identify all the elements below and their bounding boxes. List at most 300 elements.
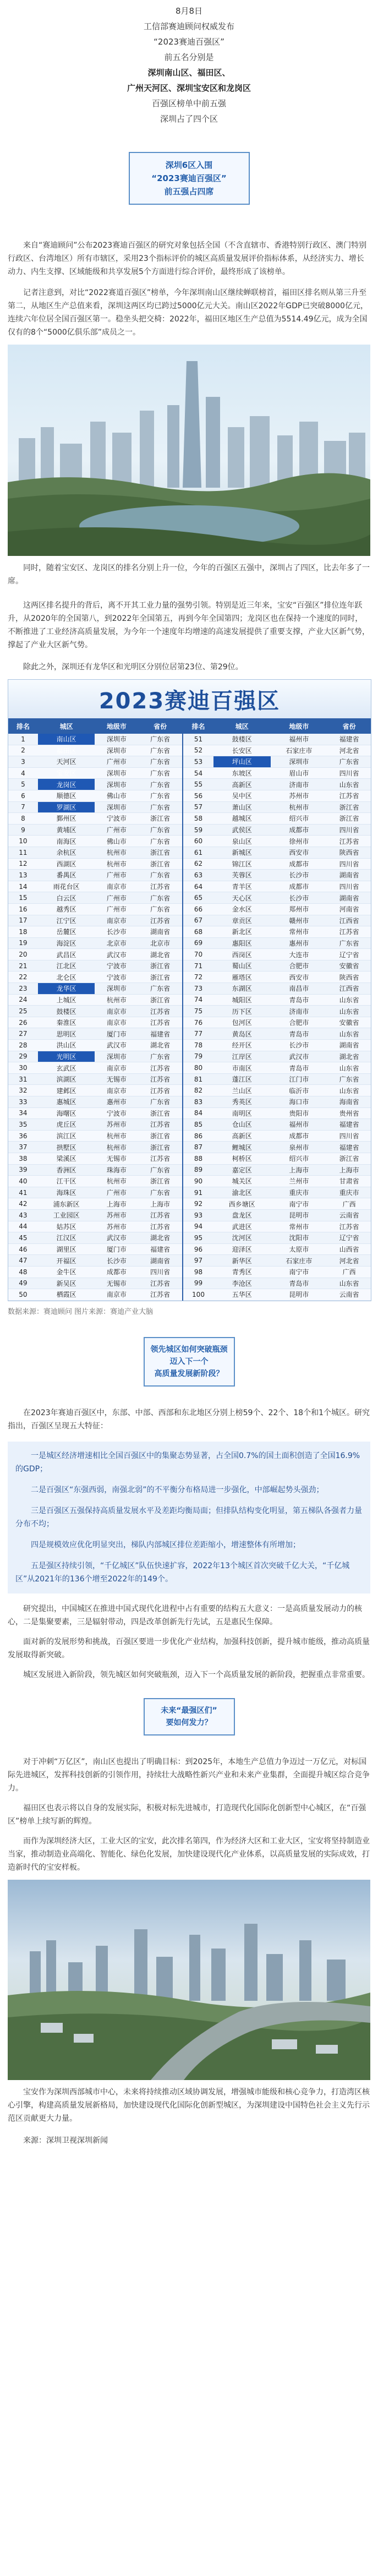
table-cell: 仓山区 bbox=[213, 1119, 271, 1131]
table-cell: 广东省 bbox=[138, 1051, 183, 1062]
table-cell: 惠城区 bbox=[38, 1096, 95, 1108]
table-cell: 广东省 bbox=[138, 779, 183, 790]
table-cell: 山东省 bbox=[327, 1006, 371, 1017]
article-paragraph: 城区发展进入新阶段，领先城区如何突破瓶颈，迈入下一个高质量发展的新阶段，把握重点非常重要。 bbox=[23, 1670, 370, 1679]
table-row bbox=[8, 1142, 371, 1153]
table-cell: 青岛市 bbox=[271, 1028, 328, 1040]
table-cell: 河北省 bbox=[327, 1255, 371, 1267]
table-cell: 广东省 bbox=[138, 767, 183, 779]
table-cell: 30 bbox=[8, 1062, 38, 1074]
article-paragraph: 来自“赛迪顾问”公布2023赛迪百强区的研究对象包括全国（不含直辖市、香港特别行政区、澳门特别行政区、台湾地区）所有市辖区，采用23个指标评价的城区高质量发展评价指标体系，从经济实力、增长动力、内生支撑、区域能级和共享发展5个方面进行综合评价，最终形成了该榜单。 bbox=[8, 241, 367, 276]
table-cell: 湖南省 bbox=[327, 1040, 371, 1051]
table-row bbox=[8, 1119, 371, 1131]
table-row bbox=[8, 801, 371, 813]
table-cell: 鲤城区 bbox=[213, 1142, 271, 1153]
table-cell: 2 bbox=[8, 745, 38, 756]
table-cell: 13 bbox=[8, 870, 38, 881]
table-cell: 徐州市 bbox=[271, 836, 328, 847]
table-cell: 昆明市 bbox=[271, 1289, 328, 1301]
table-cell: 合肥市 bbox=[271, 1017, 328, 1028]
table-cell: 长沙市 bbox=[95, 926, 138, 938]
table-cell: 成都市 bbox=[271, 858, 328, 870]
table-cell: 蓬江区 bbox=[213, 1073, 271, 1085]
table-cell: 栖霞区 bbox=[38, 1289, 95, 1301]
table-cell: 福建省 bbox=[327, 1119, 371, 1131]
table-cell: 江岸区 bbox=[213, 1051, 271, 1062]
table-cell: 青岛市 bbox=[271, 1062, 328, 1074]
table-cell: 建邺区 bbox=[38, 1085, 95, 1096]
table-cell: 常州市 bbox=[271, 926, 328, 938]
table-cell: 昆明市 bbox=[271, 1209, 328, 1221]
feature-item: 五是强区持续引领，“千亿城区”队伍快速扩容，2022年13个城区首次突破千亿大关，“千亿城区”从2021年的136个增至2022年的149个。 bbox=[15, 1561, 350, 1584]
table-cell: 80 bbox=[183, 1062, 213, 1074]
table-cell: 湖北省 bbox=[138, 1232, 183, 1244]
table-cell: 西安市 bbox=[271, 847, 328, 858]
table-cell: 武进区 bbox=[213, 1221, 271, 1232]
table-cell: 南京市 bbox=[95, 1017, 138, 1028]
table-cell: 浙江省 bbox=[327, 1153, 371, 1164]
table-cell: 工业园区 bbox=[38, 1209, 95, 1221]
table-cell: 宁波市 bbox=[95, 960, 138, 972]
table-cell: 天心区 bbox=[213, 892, 271, 904]
table-row bbox=[8, 756, 371, 768]
features-box bbox=[8, 1442, 370, 1593]
table-cell: 沈河区 bbox=[213, 1232, 271, 1244]
table-cell: 福州市 bbox=[271, 1119, 328, 1131]
table-cell: 南京市 bbox=[95, 1062, 138, 1074]
intro-line: 广州天河区、深圳宝安区和龙岗区 bbox=[127, 83, 251, 93]
table-cell: 37 bbox=[8, 1142, 38, 1153]
table-cell: 渝北区 bbox=[213, 1187, 271, 1198]
table-cell: 苏州市 bbox=[95, 1209, 138, 1221]
table-cell: 无锡市 bbox=[95, 1278, 138, 1289]
table-cell: 盘龙区 bbox=[213, 1209, 271, 1221]
table-cell: 沈阳市 bbox=[271, 1232, 328, 1244]
table-row bbox=[8, 915, 371, 926]
table-cell: 福建省 bbox=[327, 1142, 371, 1153]
table-cell: 江苏省 bbox=[138, 1289, 183, 1301]
table-row bbox=[8, 892, 371, 904]
table-cell: 46 bbox=[8, 1243, 38, 1255]
table-cell: 海口市 bbox=[271, 1096, 328, 1108]
table-cell: 40 bbox=[8, 1176, 38, 1187]
table-cell: 越秀区 bbox=[38, 903, 95, 915]
intro-line: 前五名分别是 bbox=[164, 52, 214, 62]
table-cell: 上海市 bbox=[271, 1164, 328, 1176]
table-cell: 柯桥区 bbox=[213, 1153, 271, 1164]
table-cell: 杭州市 bbox=[95, 1142, 138, 1153]
table-cell: 锦江区 bbox=[213, 858, 271, 870]
table-cell: 20 bbox=[8, 949, 38, 960]
article-paragraph: 面对新的发展形势和挑战，百强区要进一步优化产业结构，加强科技创新，提升城市能级，推动高质量发展取得新突破。 bbox=[8, 1637, 370, 1660]
table-cell: 32 bbox=[8, 1085, 38, 1096]
table-cell: 新华区 bbox=[213, 1255, 271, 1267]
table-cell: 海南省 bbox=[327, 1096, 371, 1108]
article-paragraph: 除此之外，深圳还有龙华区和光明区分别位居第23位、第29位。 bbox=[23, 663, 243, 672]
table-cell: 福建省 bbox=[327, 734, 371, 745]
table-cell: 临沂市 bbox=[271, 1085, 328, 1096]
table-cell: 江苏省 bbox=[138, 915, 183, 926]
table-row bbox=[8, 790, 371, 801]
table-cell: 北仑区 bbox=[38, 972, 95, 983]
table-cell: 光明区 bbox=[38, 1051, 95, 1062]
table-cell: 浙江省 bbox=[138, 960, 183, 972]
table-cell: 宁波市 bbox=[95, 972, 138, 983]
table-cell: 湖南省 bbox=[138, 1255, 183, 1267]
table-cell: 新城区 bbox=[213, 847, 271, 858]
table-cell: 广东省 bbox=[138, 734, 183, 745]
table-row bbox=[8, 972, 371, 983]
table-cell: 浙江省 bbox=[138, 847, 183, 858]
table-row bbox=[8, 779, 371, 790]
table-row bbox=[8, 1243, 371, 1255]
table-cell: 江苏省 bbox=[327, 926, 371, 938]
table-cell: 李沧区 bbox=[213, 1278, 271, 1289]
table-cell: 34 bbox=[8, 1107, 38, 1119]
table-cell: 广东省 bbox=[138, 892, 183, 904]
table-cell: 黄埔区 bbox=[38, 824, 95, 836]
table-row bbox=[8, 949, 371, 960]
table-cell: 四川省 bbox=[327, 858, 371, 870]
table-cell: 92 bbox=[183, 1198, 213, 1210]
table-cell: 江门市 bbox=[271, 1073, 328, 1085]
article-paragraph: 而作为深圳经济大区，工业大区的宝安，此次排名第四，作为经济大区和工业大区，宝安将坚持制造业当家，推动制造业高端化、智能化、绿色化发展，加快建设现代化产业体系，以高质量发展的实际成效，打造新时代的宝安样板。 bbox=[8, 1836, 370, 1872]
table-row bbox=[8, 836, 371, 847]
table-cell: 江苏省 bbox=[327, 836, 371, 847]
banner-line: 迈入下一个 bbox=[169, 1357, 209, 1366]
table-cell: 89 bbox=[183, 1164, 213, 1176]
table-cell: 广东省 bbox=[138, 836, 183, 847]
table-cell: 福田区 bbox=[38, 745, 95, 756]
table-cell: 75 bbox=[183, 1006, 213, 1017]
table-cell: 广东省 bbox=[138, 870, 183, 881]
table-cell: 70 bbox=[183, 949, 213, 960]
publish-date: 8月8日 bbox=[175, 6, 203, 16]
table-cell: 深圳市 bbox=[95, 779, 138, 790]
table-cell: 福建省 bbox=[138, 1243, 183, 1255]
table-row bbox=[8, 960, 371, 972]
table-cell: 15 bbox=[8, 892, 38, 904]
table-cell: 南京市 bbox=[95, 1006, 138, 1017]
table-row bbox=[8, 1107, 371, 1119]
table-cell: 90 bbox=[183, 1176, 213, 1187]
intro-line: 工信部赛迪顾问权威发布 bbox=[143, 21, 234, 31]
table-cell: 高新区 bbox=[213, 1130, 271, 1142]
table-cell: 江苏省 bbox=[327, 1221, 371, 1232]
table-cell: 云南省 bbox=[327, 1209, 371, 1221]
table-cell: 25 bbox=[8, 1006, 38, 1017]
column-header: 地级市 bbox=[95, 718, 138, 734]
feature-item: 四是规模效应优化明显突出，梯队内部城区排位差距缩小，增速整体有所增加； bbox=[31, 1540, 300, 1549]
table-cell: 64 bbox=[183, 881, 213, 892]
table-cell: 山东省 bbox=[327, 994, 371, 1006]
table-cell: 辽宁省 bbox=[327, 1232, 371, 1244]
table-cell: 48 bbox=[8, 1266, 38, 1278]
ranking-table-body bbox=[8, 734, 371, 1300]
table-cell: 广州市 bbox=[95, 903, 138, 915]
table-cell: 上海市 bbox=[95, 1198, 138, 1210]
table-cell: 76 bbox=[183, 1017, 213, 1028]
table-cell: 江苏省 bbox=[138, 1017, 183, 1028]
table-cell: 太原市 bbox=[271, 1243, 328, 1255]
baoan-aerial-photo bbox=[8, 1880, 370, 2080]
table-cell: 苏州市 bbox=[95, 1119, 138, 1131]
table-cell: 宁波市 bbox=[95, 813, 138, 825]
table-cell: 济南市 bbox=[271, 1006, 328, 1017]
table-cell: 山东省 bbox=[327, 1028, 371, 1040]
table-cell: 广东省 bbox=[327, 937, 371, 949]
table-cell: 江苏省 bbox=[138, 1073, 183, 1085]
table-row bbox=[8, 1187, 371, 1198]
table-cell: 番禺区 bbox=[38, 870, 95, 881]
feature-item: 二是百强区“东强西弱，南强北弱”的不平衡分布格局进一步强化，中部崛起势头强劲； bbox=[31, 1485, 324, 1494]
table-row bbox=[8, 903, 371, 915]
table-title: 2023赛迪百强区 bbox=[8, 680, 371, 718]
table-cell: 江苏省 bbox=[138, 1006, 183, 1017]
table-cell: 1 bbox=[8, 734, 38, 745]
table-cell: 65 bbox=[183, 892, 213, 904]
table-cell: 山西省 bbox=[327, 1243, 371, 1255]
table-cell: 江苏省 bbox=[138, 1062, 183, 1074]
table-row bbox=[8, 1209, 371, 1221]
table-cell: 江苏省 bbox=[138, 1153, 183, 1164]
table-cell: 厦门市 bbox=[95, 1028, 138, 1040]
table-cell: 成都市 bbox=[271, 1130, 328, 1142]
table-row bbox=[8, 1073, 371, 1085]
table-row bbox=[8, 1232, 371, 1244]
table-cell: 湖里区 bbox=[38, 1243, 95, 1255]
table-cell: 50 bbox=[8, 1289, 38, 1301]
table-cell: 大连市 bbox=[271, 949, 328, 960]
table-cell: 南明区 bbox=[213, 1107, 271, 1119]
table-cell: 44 bbox=[8, 1221, 38, 1232]
column-header: 排名 bbox=[8, 718, 38, 734]
table-cell: 陕西省 bbox=[327, 847, 371, 858]
intro-line: 深圳南山区、福田区、 bbox=[147, 68, 231, 78]
table-row bbox=[8, 745, 371, 756]
table-cell: 51 bbox=[183, 734, 213, 745]
table-cell: 杭州市 bbox=[95, 994, 138, 1006]
table-cell: 惠州市 bbox=[95, 1096, 138, 1108]
table-cell: 苏州市 bbox=[271, 790, 328, 801]
table-cell: 青秀区 bbox=[213, 1266, 271, 1278]
banner-line: 前五强占四席 bbox=[164, 187, 214, 197]
table-cell: 甘肃省 bbox=[327, 1176, 371, 1187]
table-row bbox=[8, 1006, 371, 1017]
table-cell: 55 bbox=[183, 779, 213, 790]
table-cell: 上城区 bbox=[38, 994, 95, 1006]
table-cell: 武侯区 bbox=[213, 824, 271, 836]
table-cell: 87 bbox=[183, 1142, 213, 1153]
table-cell: 60 bbox=[183, 836, 213, 847]
table-cell: 广州市 bbox=[95, 892, 138, 904]
table-cell: 佛山市 bbox=[95, 836, 138, 847]
table-cell: 广州市 bbox=[95, 824, 138, 836]
intro-line: 百强区榜单中前五强 bbox=[151, 99, 226, 108]
banner-line: 领先城区如何突破瓶颈 bbox=[150, 1345, 228, 1354]
table-cell: 城关区 bbox=[213, 1176, 271, 1187]
table-cell: 越城区 bbox=[213, 813, 271, 825]
table-cell: 四川省 bbox=[327, 767, 371, 779]
table-cell: 虎丘区 bbox=[38, 1119, 95, 1131]
table-cell: 武昌区 bbox=[38, 949, 95, 960]
table-cell: 84 bbox=[183, 1107, 213, 1119]
table-cell: 成都市 bbox=[95, 1266, 138, 1278]
table-row bbox=[8, 1278, 371, 1289]
table-cell: 石家庄市 bbox=[271, 745, 328, 756]
table-cell: 91 bbox=[183, 1187, 213, 1198]
banner-line: 深圳6区入围 bbox=[165, 160, 213, 170]
table-cell: 历下区 bbox=[213, 1006, 271, 1017]
table-cell: 99 bbox=[183, 1278, 213, 1289]
intro-block bbox=[0, 0, 378, 127]
table-row bbox=[8, 847, 371, 858]
section-banner bbox=[129, 152, 250, 205]
table-cell: 7 bbox=[8, 801, 38, 813]
table-cell: 湖南省 bbox=[138, 926, 183, 938]
table-cell: 85 bbox=[183, 1119, 213, 1131]
table-row bbox=[8, 870, 371, 881]
table-cell: 拱墅区 bbox=[38, 1142, 95, 1153]
column-header: 城区 bbox=[38, 718, 95, 734]
table-cell: 49 bbox=[8, 1278, 38, 1289]
table-cell: 53 bbox=[183, 756, 213, 768]
table-cell: 深圳市 bbox=[271, 756, 328, 768]
table-cell: 西乡塘区 bbox=[213, 1198, 271, 1210]
table-cell: 58 bbox=[183, 813, 213, 825]
table-cell: 83 bbox=[183, 1096, 213, 1108]
table-row bbox=[8, 1096, 371, 1108]
ranking-table-panel bbox=[8, 679, 371, 1301]
table-cell: 深圳市 bbox=[95, 767, 138, 779]
intro-line: 深圳占了四个区 bbox=[160, 114, 218, 124]
table-cell: 坪山区 bbox=[213, 756, 271, 768]
table-cell: 四川省 bbox=[327, 881, 371, 892]
table-cell: 湖北省 bbox=[138, 1040, 183, 1051]
table-row bbox=[8, 1198, 371, 1210]
table-row bbox=[8, 1017, 371, 1028]
table-cell: 长沙市 bbox=[271, 870, 328, 881]
table-cell: 湖南省 bbox=[327, 870, 371, 881]
table-cell: 兰州市 bbox=[271, 1176, 328, 1187]
table-cell: 广东省 bbox=[138, 1096, 183, 1108]
table-cell: 岳麓区 bbox=[38, 926, 95, 938]
table-cell: 海淀区 bbox=[38, 937, 95, 949]
table-cell: 雨花台区 bbox=[38, 881, 95, 892]
table-cell: 杭州市 bbox=[95, 1130, 138, 1142]
table-cell: 江苏省 bbox=[138, 1085, 183, 1096]
table-row bbox=[8, 937, 371, 949]
table-cell: 94 bbox=[183, 1221, 213, 1232]
table-cell: 福建省 bbox=[138, 1028, 183, 1040]
table-cell: 6 bbox=[8, 790, 38, 801]
table-cell: 9 bbox=[8, 824, 38, 836]
table-cell: 成都市 bbox=[271, 824, 328, 836]
table-cell: 南昌市 bbox=[271, 983, 328, 995]
table-cell: 浙江省 bbox=[138, 858, 183, 870]
table-cell: 福州市 bbox=[271, 734, 328, 745]
table-cell: 78 bbox=[183, 1040, 213, 1051]
table-cell: 杭州市 bbox=[95, 847, 138, 858]
feature-item: 三是百强区五强保持高质量发展水平及差距均衡局面；但排队结构变化明显，第五梯队各强者力量分布不均； bbox=[15, 1506, 362, 1529]
table-cell: 厦门市 bbox=[95, 1243, 138, 1255]
table-cell: 96 bbox=[183, 1243, 213, 1255]
table-cell: 4 bbox=[8, 767, 38, 779]
table-cell: 泉州市 bbox=[271, 1142, 328, 1153]
table-cell: 云南省 bbox=[327, 1289, 371, 1301]
table-cell: 重庆市 bbox=[327, 1187, 371, 1198]
table-cell: 71 bbox=[183, 960, 213, 972]
table-cell: 青岛市 bbox=[271, 994, 328, 1006]
table-cell: 广东省 bbox=[138, 983, 183, 995]
table-cell: 江苏省 bbox=[138, 881, 183, 892]
table-cell: 包河区 bbox=[213, 1017, 271, 1028]
column-header: 省份 bbox=[327, 718, 371, 734]
table-row bbox=[8, 1266, 371, 1278]
table-cell: 泉山区 bbox=[213, 836, 271, 847]
table-cell: 鼓楼区 bbox=[38, 1006, 95, 1017]
table-cell: 眉山市 bbox=[271, 767, 328, 779]
table-cell: 广东省 bbox=[327, 1073, 371, 1085]
article-paragraph: 同时，随着宝安区、龙岗区的排名分别上升一位，今年的百强区五强中，深圳占了四区，比去年多了一席。 bbox=[8, 564, 370, 586]
table-cell: 浙江省 bbox=[138, 813, 183, 825]
table-cell: 93 bbox=[183, 1209, 213, 1221]
table-cell: 26 bbox=[8, 1017, 38, 1028]
table-cell: 广东省 bbox=[138, 1187, 183, 1198]
table-cell: 19 bbox=[8, 937, 38, 949]
table-cell: 南宁市 bbox=[271, 1266, 328, 1278]
table-cell: 86 bbox=[183, 1130, 213, 1142]
table-cell: 山东省 bbox=[327, 1278, 371, 1289]
table-cell: 深圳市 bbox=[95, 983, 138, 995]
table-row bbox=[8, 1085, 371, 1096]
table-cell: 北京市 bbox=[95, 937, 138, 949]
table-cell: 江苏省 bbox=[327, 790, 371, 801]
data-source-caption: 数据来源：赛迪顾问 图片来源：赛迪产业大脑 bbox=[8, 1307, 154, 1316]
shenzhen-skyline-photo bbox=[8, 345, 370, 556]
table-cell: 雁塔区 bbox=[213, 972, 271, 983]
table-cell: 湖北省 bbox=[327, 1051, 371, 1062]
table-cell: 南山区 bbox=[38, 734, 95, 745]
table-row bbox=[8, 1062, 371, 1074]
table-cell: 浙江省 bbox=[138, 972, 183, 983]
banner-line: 要如何发力？ bbox=[166, 1718, 212, 1727]
table-cell: 兰山区 bbox=[213, 1085, 271, 1096]
ranking-table bbox=[8, 718, 371, 1301]
table-cell: 苏州市 bbox=[95, 1221, 138, 1232]
table-cell: 33 bbox=[8, 1096, 38, 1108]
table-cell: 52 bbox=[183, 745, 213, 756]
table-cell: 宝安区 bbox=[38, 767, 95, 779]
table-row bbox=[8, 1289, 371, 1301]
table-cell: 杭州市 bbox=[95, 858, 138, 870]
table-cell: 浙江省 bbox=[138, 1142, 183, 1153]
table-cell: 姑苏区 bbox=[38, 1221, 95, 1232]
table-cell: 山东省 bbox=[327, 1085, 371, 1096]
table-cell: 61 bbox=[183, 847, 213, 858]
article-paragraph: 在2023年赛迪百强区中，东部、中部、西部和东北地区分别上榜59个、22个、18个和1个城区。研究指出，百强区呈现五大特征： bbox=[8, 1408, 370, 1431]
table-cell: 山东省 bbox=[327, 779, 371, 790]
table-cell: 72 bbox=[183, 972, 213, 983]
table-cell: 59 bbox=[183, 824, 213, 836]
table-cell: 广东省 bbox=[138, 801, 183, 813]
table-cell: 广东省 bbox=[327, 756, 371, 768]
section-banner bbox=[144, 1337, 235, 1387]
table-cell: 98 bbox=[183, 1266, 213, 1278]
table-cell: 南京市 bbox=[95, 881, 138, 892]
table-cell: 西湖区 bbox=[38, 858, 95, 870]
table-cell: 东湖区 bbox=[213, 983, 271, 995]
